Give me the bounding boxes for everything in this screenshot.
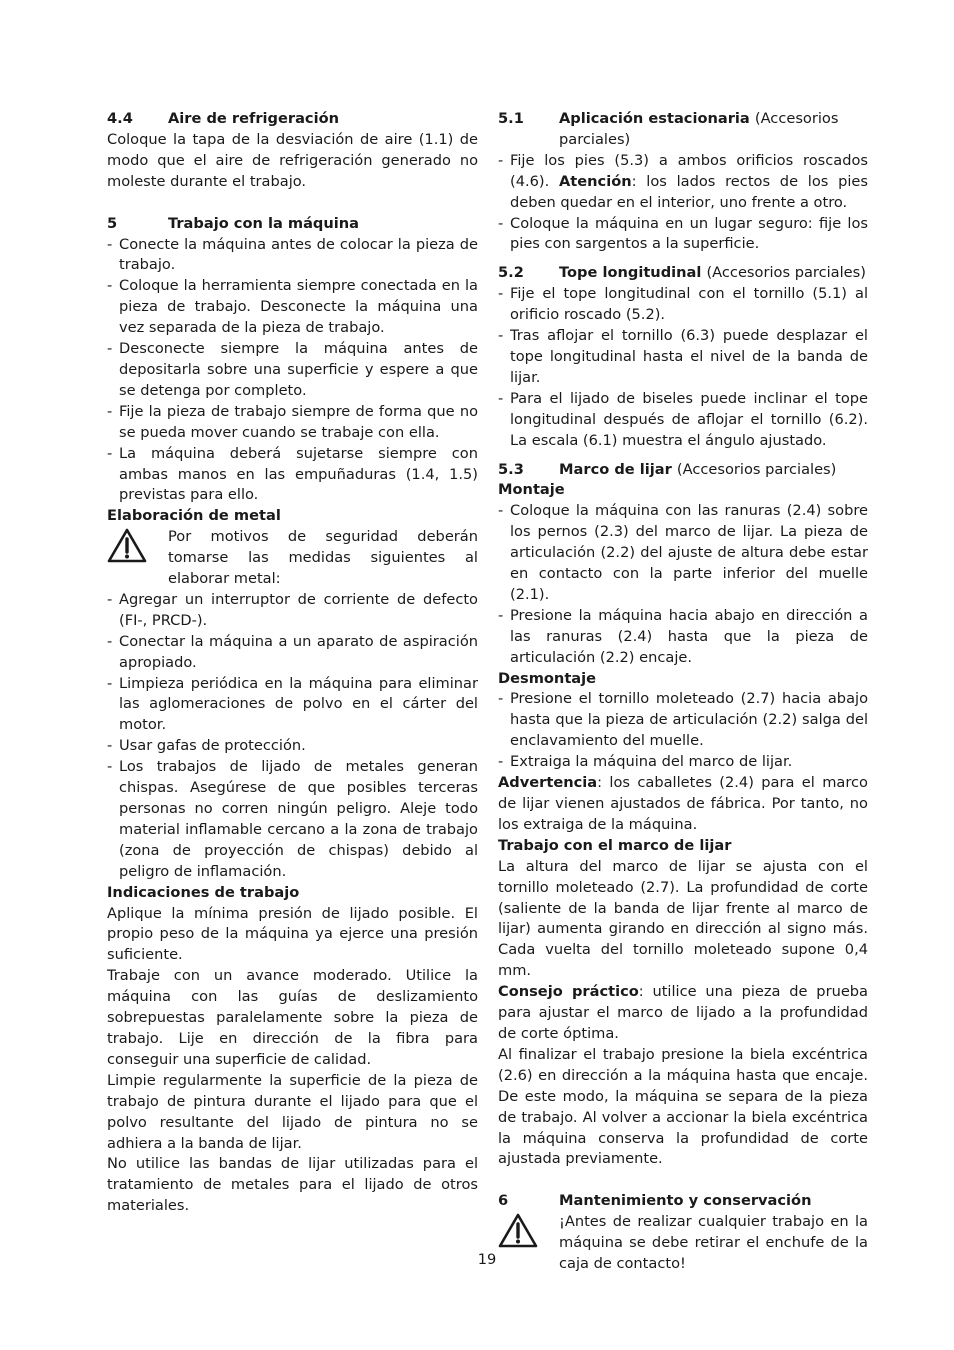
list-item: - Presione la máquina hacia abajo en dirección a las ranuras (2.4) hasta que la pieza de articulación (2.2) encaje.: [498, 606, 868, 669]
section-heading-6: [498, 1191, 868, 1212]
page-number: 19: [477, 1251, 497, 1268]
paragraph: Limpie regularmente la superficie de la pieza de trabajo de pintura durante el lijado para que el polvo resultante del lijado de pintura no se adhiera a la banda de lijar.: [107, 1071, 478, 1152]
list-item: - Tras aflojar el tornillo (6.3) puede desplazar el tope longitudinal hasta el nivel de la banda de lijar.: [498, 326, 868, 389]
attention-label: Atención: [558, 172, 632, 190]
section-title: Mantenimiento y conservación: [559, 1192, 812, 1210]
list-item: - Para el lijado de biseles puede inclinar el tope longitudinal después de aflojar el tornillo (6.2). La escala (6.1) muestra el ángulo ajustado.: [498, 389, 868, 452]
bullet-list: [498, 501, 868, 668]
section-heading-5: [107, 214, 478, 235]
list-item: - Coloque la máquina con las ranuras (2.4) sobre los pernos (2.3) del marco de lijar. La pieza de articulación (2.2) del ajuste de altura debe estar en contacto con la parte inferior del muelle (2.1).: [498, 501, 868, 606]
section-title: Tope longitudinal: [559, 264, 702, 282]
paragraph: La altura del marco de lijar se ajusta con el tornillo moleteado (2.7). La profundidad de corte (saliente de la banda de lijar frente al marco de lijar) aumenta girando en dirección al signo más. Cada vuelta del tornillo moleteado supone 0,4 mm.: [498, 857, 868, 980]
list-item: - Presione el tornillo moleteado (2.7) hacia abajo hasta que la pieza de articulación (2.2) salga del enclavamiento del muelle.: [498, 689, 868, 752]
list-item: - Los trabajos de lijado de metales generan chispas. Asegúrese de que posibles terceras personas no corren ningún peligro. Aleje todo material inflamable cercano a la zona de trabajo (zona de proyección de chispas) debido al peligro de inflamación.: [107, 757, 478, 882]
left-column: [107, 109, 478, 1217]
right-column: [498, 109, 868, 1275]
paragraph: Coloque la tapa de la desviación de aire (1.1) de modo que el aire de refrigeración generado no moleste durante el trabajo.: [107, 130, 478, 190]
section-subtitle: (Accesorios parciales): [676, 460, 837, 478]
list-item: - Coloque la máquina en un lugar seguro: fije los pies con sargentos a la superficie.: [498, 214, 868, 256]
bullet-list: [107, 590, 478, 883]
list-item: - Fije los pies (5.3) a ambos orificios roscados (4.6). Atención: los lados rectos de los pies deben quedar en el interior, uno frente a otro.: [498, 151, 868, 214]
list-item: - Fije la pieza de trabajo siempre de forma que no se pueda mover cuando se trabaje con ella.: [107, 402, 478, 444]
list-item: - Conecte la máquina antes de colocar la pieza de trabajo.: [107, 235, 478, 277]
warning-text: Por motivos de seguridad deberán tomarse las medidas siguientes al elaborar metal:: [168, 528, 478, 588]
section-number: 4.4: [107, 110, 133, 127]
section-number: 5.3: [498, 460, 524, 478]
bullet-list: [107, 235, 478, 507]
subheading: Indicaciones de trabajo: [107, 883, 300, 901]
section-heading-5-3: [498, 460, 868, 481]
paragraph: Al finalizar el trabajo presione la biela excéntrica (2.6) en dirección a la máquina hasta que encaje. De este modo, la máquina se separa de la pieza de trabajo. Al volver a accionar la biela excéntrica la máquina conserva la profundidad de corte ajustada previamente.: [498, 1045, 868, 1168]
warning-icon: [107, 527, 168, 590]
list-item: - Usar gafas de protección.: [107, 736, 478, 757]
section-number: 5: [107, 214, 118, 232]
section-number: 5.1: [498, 110, 524, 127]
list-item: - Desconecte siempre la máquina antes de depositarla sobre una superficie y espere a que se detenga por completo.: [107, 339, 478, 402]
paragraph: Trabaje con un avance moderado. Utilice la máquina con las guías de deslizamiento sobrepuestas paralelamente sobre la pieza de trabajo. Lije en dirección de la fibra para conseguir una superficie de calidad.: [107, 967, 478, 1068]
list-item: - Agregar un interruptor de corriente de defecto (FI-, PRCD-).: [107, 590, 478, 632]
list-item: - Coloque la herramienta siempre conectada en la pieza de trabajo. Desconecte la máquina una vez separada de la pieza de trabajo.: [107, 276, 478, 339]
subheading: Desmontaje: [498, 669, 597, 687]
section-number: 5.2: [498, 264, 524, 282]
paragraph: Consejo práctico: utilice una pieza de prueba para ajustar el marco de lijado a la profundidad de corte óptima.: [498, 983, 868, 1042]
list-item: - Fije el tope longitudinal con el tornillo (5.1) al orificio roscado (5.2).: [498, 284, 868, 326]
section-subtitle: (Accesorios parciales): [706, 264, 866, 282]
list-item: - Extraiga la máquina del marco de lijar.: [498, 752, 868, 773]
warning-block: [107, 527, 478, 590]
tip-label: Consejo práctico: [498, 983, 639, 1001]
section-title: Marco de lijar: [559, 460, 672, 478]
section-title: Aplicación estacionaria: [559, 110, 750, 127]
subheading: Trabajo con el marco de lijar: [498, 836, 732, 854]
paragraph: No utilice las bandas de lijar utilizadas para el tratamiento de metales para el lijado de otros materiales.: [107, 1155, 478, 1215]
section-number: 6: [498, 1192, 509, 1210]
section-heading-5-2: [498, 263, 868, 284]
section-title: Aire de refrigeración: [168, 110, 339, 127]
subheading: Elaboración de metal: [107, 507, 281, 525]
paragraph: Aplique la mínima presión de lijado posible. El propio peso de la máquina ya ejerce una presión suficiente.: [107, 904, 478, 964]
warning-label: Advertencia: [498, 774, 598, 792]
paragraph: Advertencia: los caballetes (2.4) para el marco de lijar vienen ajustados de fábrica. Por tanto, no los extraiga de la máquina.: [498, 774, 868, 833]
list-item: - La máquina deberá sujetarse siempre con ambas manos en las empuñaduras (1.4, 1.5) previstas para ello.: [107, 444, 478, 507]
bullet-list: [498, 284, 868, 451]
bullet-list: [498, 151, 868, 256]
subheading: Montaje: [498, 481, 565, 499]
list-item: - Limpieza periódica en la máquina para eliminar las aglomeraciones de polvo en el cárter del motor.: [107, 674, 478, 737]
section-heading-5-1: [498, 109, 868, 151]
list-item: - Conectar la máquina a un aparato de aspiración apropiado.: [107, 632, 478, 674]
warning-text: ¡Antes de realizar cualquier trabajo en la máquina se debe retirar el enchufe de la caja de contacto!: [559, 1213, 868, 1273]
section-title: Trabajo con la máquina: [168, 214, 360, 232]
section-subtitle: (Accesorios parciales): [559, 110, 839, 148]
bullet-list: [498, 689, 868, 773]
section-heading-4-4: [107, 109, 478, 130]
